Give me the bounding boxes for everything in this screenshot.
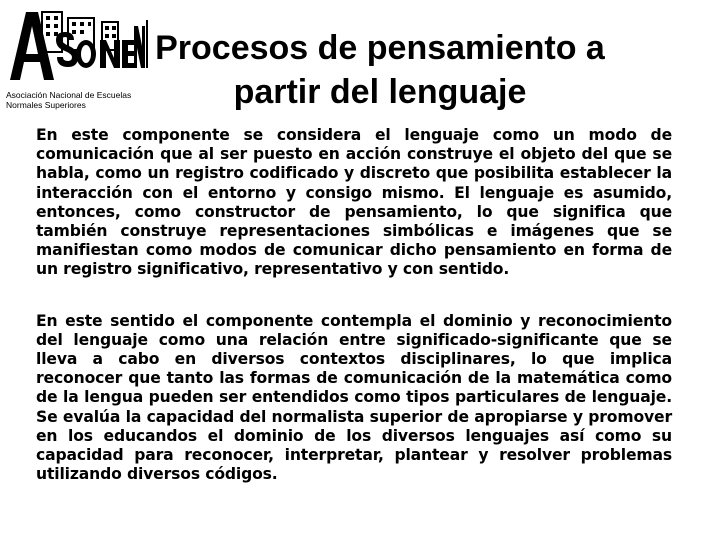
slide-title-line-1: Procesos de pensamiento a	[155, 29, 605, 67]
slide-title-line-2: partir del lenguaje	[233, 73, 527, 111]
body-paragraph-2: En este sentido el componente contempla el dominio y reconocimiento del lenguaje como una relación entre significado-significante que se lleva a cabo en diversos contextos disciplinares, lo que implica reconocer que tanto las formas de comunicación de la matemática como de la lengua pueden ser entendidos como tipos particulares de lenguaje. Se evalúa la capacidad del normalista superior de apropiarse y promover en los educandos el dominio de los diversos lenguajes así como su capacidad para reconocer, interpretar, plantear y resolver problemas utilizando diversos códigos.	[36, 311, 672, 484]
logo-caption-line-2: Normales Superiores	[6, 100, 86, 110]
body-paragraph-1: En este componente se considera el lenguaje como un modo de comunicación que al ser puesto en acción construye el objeto del que se habla, como un registro codificado y discreto que posibilita establecer la interacción con el entorno y consigo mismo. El lenguaje es asumido, entonces, como constructor de pensamiento, lo que significa que también construye representaciones simbólicas e imágenes que se manifiestan como modos de comunicar dicho pensamiento en forma de un registro significativo, representativo y con sentido.	[36, 126, 672, 279]
slide-title	[120, 26, 640, 114]
logo-caption-line-1: Asociación Nacional de Escuelas	[6, 90, 132, 100]
slide-body	[36, 126, 672, 484]
